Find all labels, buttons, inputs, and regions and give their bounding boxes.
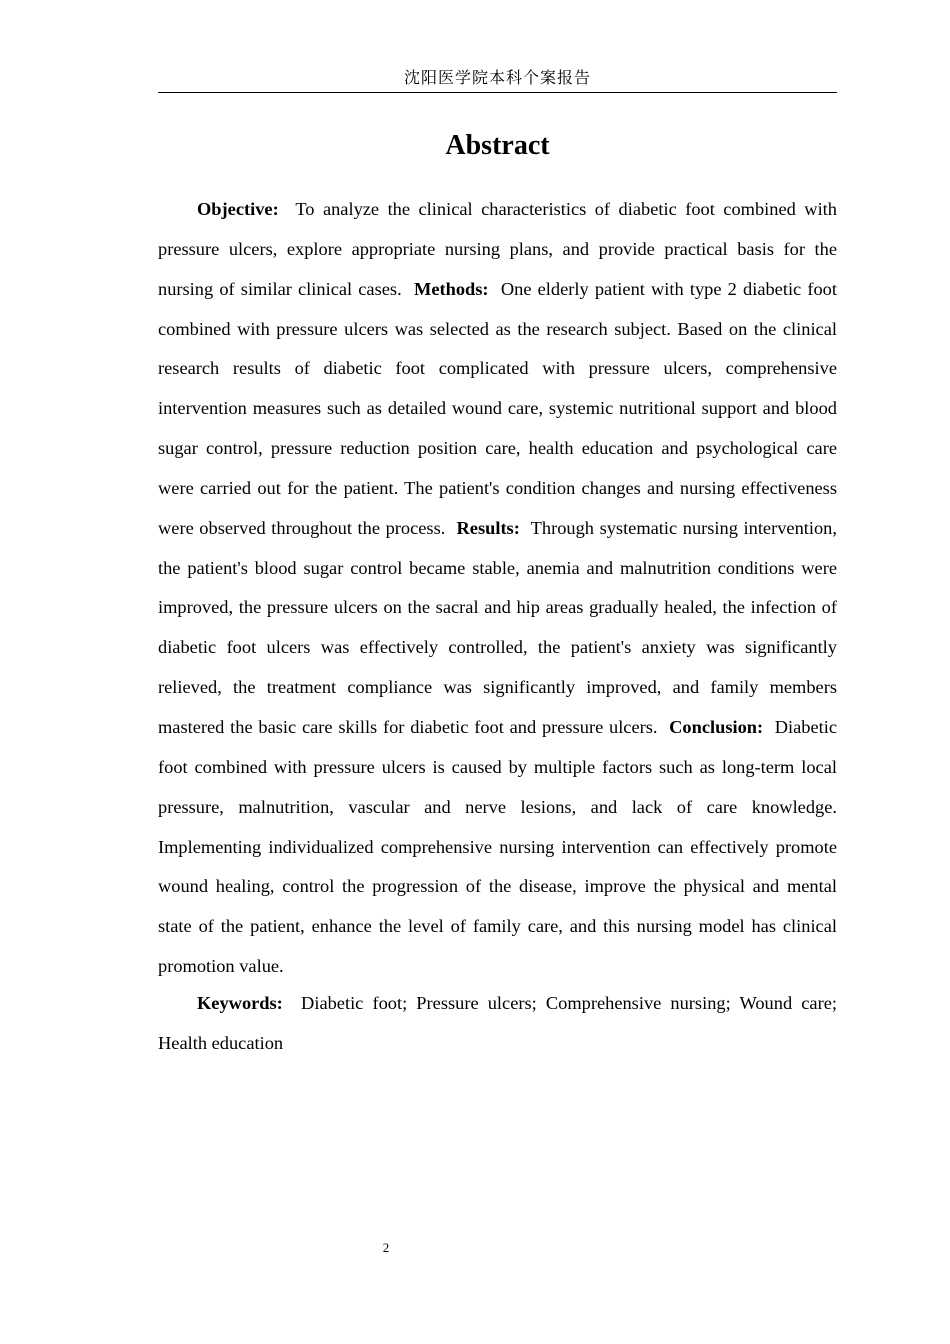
page-title: Abstract [445, 130, 550, 161]
page-header [158, 66, 837, 93]
keywords-label: Keywords: [197, 993, 283, 1013]
keywords-paragraph [158, 984, 837, 1064]
header-title: 沈阳医学院本科个案报告 [403, 68, 591, 87]
methods-text: One elderly patient with type 2 diabetic foot combined with pressure ulcers was selected as the research subject. Based on the clinical research results of diabetic foot complicated with pressure ulcers, comprehensive intervention measures such as detailed wound care, systemic nutritional support and blood sugar control, pressure reduction position care, health education and psychological care were carried out for the patient. The patient's condition changes and nursing effectiveness were observed throughout the process. [158, 278, 837, 538]
results-label: Results: [456, 517, 520, 538]
objective-text: To analyze the clinical characteristics of diabetic foot combined with pressure ulcers, explore appropriate nursing plans, and provide practical basis for the nursing of similar clinical cases. [158, 199, 837, 299]
conclusion-text: Diabetic foot combined with pressure ulcers is caused by multiple factors such as long-term local pressure, malnutrition, vascular and nerve lesions, and lack of care knowledge. Implementing individualized comprehensive nursing intervention can effectively promote wound healing, control the progression of the disease, improve the physical and mental state of the patient, enhance the level of family care, and this nursing model has clinical promotion value. [158, 716, 838, 977]
abstract-paragraph [158, 190, 837, 987]
conclusion-label: Conclusion: [669, 716, 764, 737]
results-text: Through systematic nursing intervention, the patient's blood sugar control became stable, anemia and malnutrition conditions were improved, the pressure ulcers on the sacral and hip areas gradually healed, the infection of diabetic foot ulcers was effectively controlled, the patient's anxiety was significantly relieved, the treatment compliance was significantly improved, and family members mastered the basic care skills for diabetic foot and pressure ulcers. [158, 517, 837, 737]
keywords-text: Diabetic foot; Pressure ulcers; Comprehensive nursing; Wound care; Health education [158, 993, 837, 1053]
page-number: 2 [382, 1240, 390, 1255]
methods-label: Methods: [413, 278, 489, 299]
objective-label: Objective: [197, 199, 279, 219]
